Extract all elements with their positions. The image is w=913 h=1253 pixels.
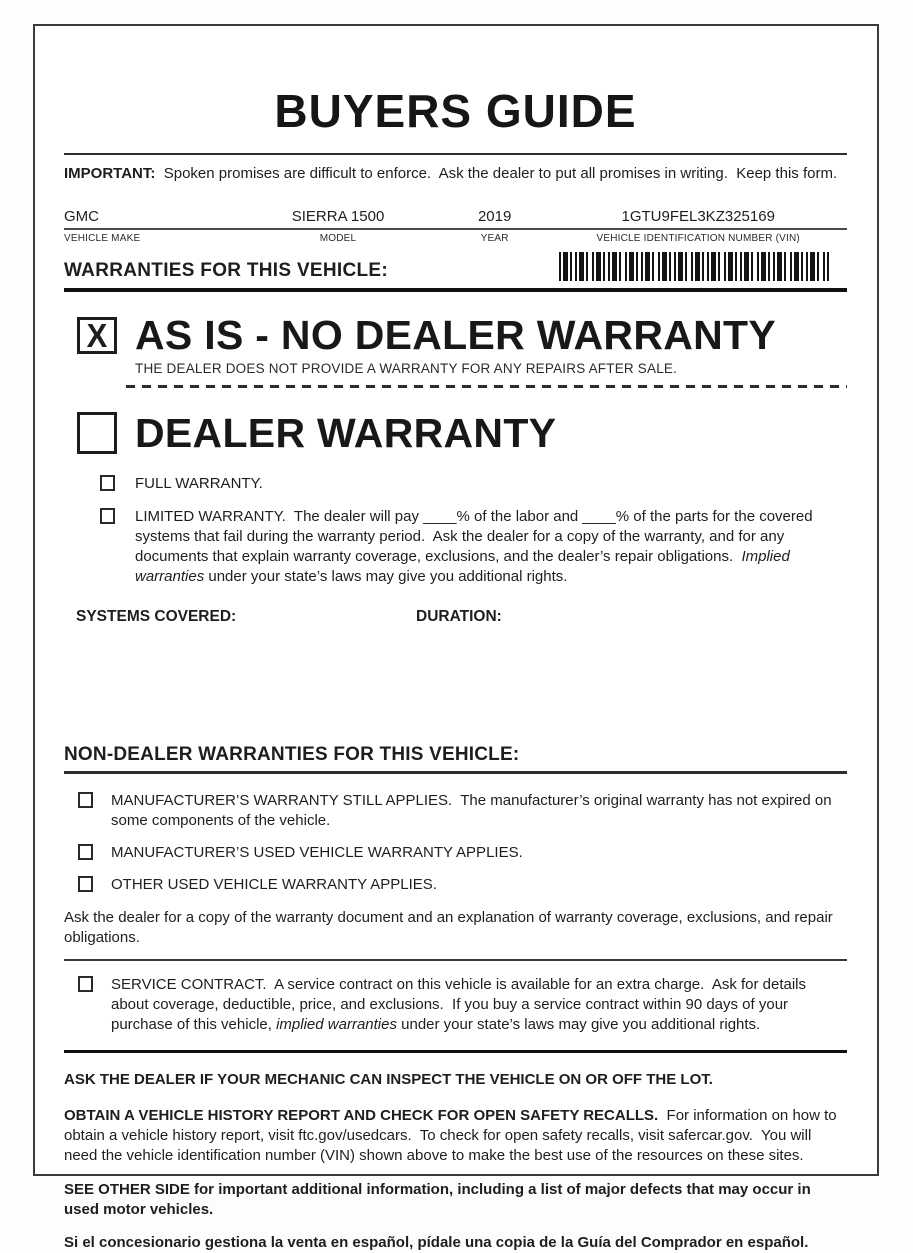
divider bbox=[64, 1050, 847, 1053]
buyers-guide-form bbox=[33, 24, 879, 1252]
vehicle-info-underline bbox=[64, 228, 847, 230]
dashed-divider bbox=[126, 385, 847, 388]
manufacturer-warranty-item bbox=[78, 791, 847, 831]
warranty-copy-note: Ask the dealer for a copy of the warranty document and an explanation of warranty coverage, exclusions, and repair obligations. bbox=[64, 909, 833, 947]
as-is-check-mark: X bbox=[86, 316, 108, 355]
see-other-side-note: SEE OTHER SIDE for important additional information, including a list of major defects that may occur in used motor vehicles. bbox=[64, 1181, 815, 1219]
manufacturer-warranty-checkbox[interactable] bbox=[78, 792, 93, 808]
full-warranty-checkbox[interactable] bbox=[100, 475, 115, 491]
full-warranty-item bbox=[100, 474, 847, 494]
important-note: IMPORTANT: Spoken promises are difficult to enforce. Ask the dealer to put all promises in writing. Keep this form. bbox=[64, 165, 838, 182]
limited-warranty-text: LIMITED WARRANTY. The dealer will pay ____% of the labor and ____% of the parts for the covered systems that fail during the warranty period. Ask the dealer for a copy of the warranty, and for any documents that explain warranty coverage, exclusions, and the dealer’s repair obligations. Implied warranties under your state’s laws may give you additional rights. bbox=[135, 508, 817, 586]
vehicle-make-label: VEHICLE MAKE bbox=[64, 233, 141, 244]
warranties-heading: WARRANTIES FOR THIS VEHICLE: bbox=[64, 260, 389, 281]
vehicle-make-value: GMC bbox=[64, 208, 99, 225]
vehicle-year-value: 2019 bbox=[477, 208, 512, 225]
divider bbox=[64, 959, 847, 961]
manufacturer-used-warranty-text: MANUFACTURER’S USED VEHICLE WARRANTY APPLIES. bbox=[111, 844, 523, 862]
limited-warranty-item bbox=[100, 507, 847, 587]
dealer-warranty-section bbox=[77, 412, 847, 455]
vehicle-info-labels bbox=[64, 233, 847, 244]
as-is-checkbox[interactable] bbox=[77, 317, 117, 354]
page-title: BUYERS GUIDE bbox=[274, 85, 637, 137]
divider bbox=[64, 288, 847, 292]
other-used-warranty-item bbox=[78, 875, 847, 895]
divider bbox=[64, 771, 847, 774]
manufacturer-warranty-text: MANUFACTURER’S WARRANTY STILL APPLIES. The manufacturer’s original warranty has not expired on some components of the vehicle. bbox=[111, 792, 836, 830]
vehicle-year-label: YEAR bbox=[480, 233, 509, 244]
systems-covered-blank-area bbox=[64, 626, 847, 744]
vehicle-model-value: SIERRA 1500 bbox=[291, 208, 385, 225]
service-contract-text: SERVICE CONTRACT. A service contract on this vehicle is available for an extra charge. Ask for details about coverage, deductible, price, and exclusions. If you buy a service contract within 90 days of your purchase of this vehicle, implied warranties under your state’s laws may give you additional rights. bbox=[111, 976, 811, 1034]
as-is-section bbox=[77, 314, 847, 376]
service-contract-item bbox=[78, 975, 847, 1035]
as-is-title: AS IS - NO DEALER WARRANTY bbox=[135, 312, 777, 358]
manufacturer-used-warranty-item bbox=[78, 843, 847, 863]
systems-covered-label: SYSTEMS COVERED: bbox=[76, 608, 237, 626]
dealer-warranty-checkbox[interactable] bbox=[77, 412, 117, 454]
vehicle-model-label: MODEL bbox=[319, 233, 357, 244]
vehicle-vin-value: 1GTU9FEL3KZ325169 bbox=[621, 208, 775, 225]
non-dealer-heading: NON-DEALER WARRANTIES FOR THIS VEHICLE: bbox=[64, 744, 520, 766]
limited-warranty-checkbox[interactable] bbox=[100, 508, 115, 524]
vehicle-info-values bbox=[64, 208, 847, 225]
mechanic-inspection-note: ASK THE DEALER IF YOUR MECHANIC CAN INSPECT THE VEHICLE ON OR OFF THE LOT. bbox=[64, 1071, 713, 1089]
duration-label: DURATION: bbox=[416, 608, 502, 626]
vin-barcode bbox=[559, 252, 829, 281]
divider bbox=[64, 153, 847, 155]
manufacturer-used-warranty-checkbox[interactable] bbox=[78, 844, 93, 860]
as-is-subtitle: THE DEALER DOES NOT PROVIDE A WARRANTY FOR ANY REPAIRS AFTER SALE. bbox=[135, 361, 678, 377]
vehicle-vin-label: VEHICLE IDENTIFICATION NUMBER (VIN) bbox=[596, 233, 800, 244]
service-contract-checkbox[interactable] bbox=[78, 976, 93, 992]
other-used-warranty-checkbox[interactable] bbox=[78, 876, 93, 892]
dealer-warranty-title: DEALER WARRANTY bbox=[135, 410, 557, 457]
vehicle-history-note: OBTAIN A VEHICLE HISTORY REPORT AND CHECK FOR OPEN SAFETY RECALLS. For information on how to obtain a vehicle history report, visit ftc.gov/usedcars. To check for open safety recalls, visit safercar.gov. You will need the vehicle identification number (VIN) shown above to make the best use of the resources on these sites. bbox=[64, 1107, 841, 1165]
spanish-note: Si el concesionario gestiona la venta en español, pídale una copia de la Guía del Comprador en español. bbox=[64, 1234, 809, 1252]
full-warranty-label: FULL WARRANTY. bbox=[135, 475, 263, 493]
other-used-warranty-text: OTHER USED VEHICLE WARRANTY APPLIES. bbox=[111, 876, 437, 894]
